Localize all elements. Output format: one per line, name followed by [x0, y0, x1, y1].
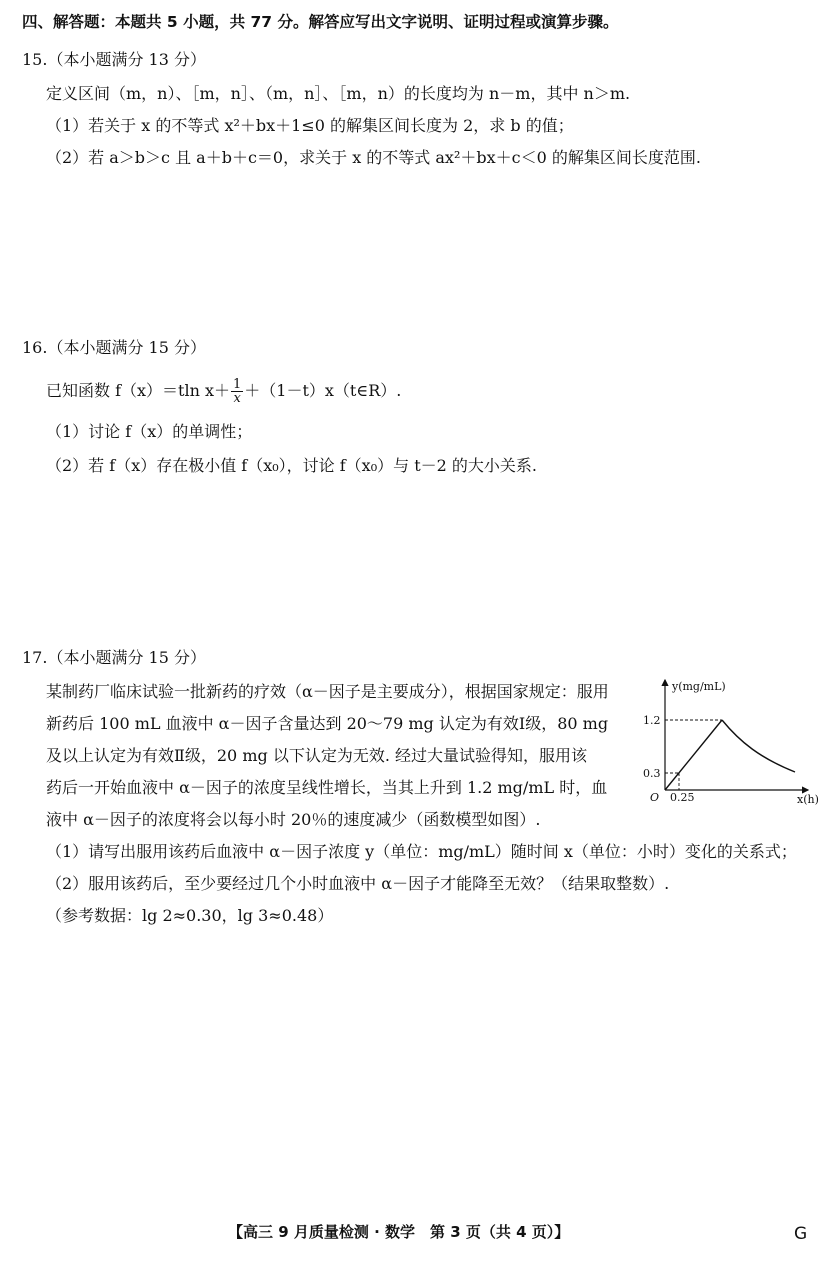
q16-title: 16.（本小题满分 15 分） — [22, 338, 206, 357]
page-footer: 【高三 9 月质量检测 · 数学 第 3 页（共 4 页）】 — [228, 1223, 570, 1241]
function-model-graph — [640, 676, 819, 806]
q17-line4: 药后一开始血液中 α－因子的浓度呈线性增长，当其上升到 1.2 mg/mL 时，血 — [46, 778, 608, 797]
q15-title: 15.（本小题满分 13 分） — [22, 50, 206, 69]
q17-line2: 新药后 100 mL 血液中 α－因子含量达到 20～79 mg 认定为有效Ⅰ级，80 mg — [46, 714, 609, 733]
fraction-numerator: 1 — [233, 377, 242, 392]
x-axis-label: x(h) — [797, 793, 819, 806]
q15-intro: 定义区间（m，n）、［m，n］、（m，n］、［m，n）的长度均为 n－m，其中 n＞m. — [46, 84, 631, 103]
y-tick-0.3: 0.3 — [643, 767, 661, 780]
q16-part2: （2）若 f（x）存在极小值 f（x₀），讨论 f（x₀）与 t－2 的大小关系. — [46, 456, 537, 475]
q17-line5: 液中 α－因子的浓度将会以每小时 20％的速度减少（函数模型如图）. — [46, 810, 541, 829]
q17-line1: 某制药厂临床试验一批新药的疗效（α－因子是主要成分），根据国家规定：服用 — [46, 682, 609, 701]
y-axis-label: y(mg/mL) — [672, 680, 726, 693]
corner-letter: G — [794, 1224, 808, 1244]
q15-part1: （1）若关于 x 的不等式 x²＋bx＋1≤0 的解集区间长度为 2，求 b 的值； — [46, 116, 574, 135]
q17-part1: （1）请写出服用该药后血液中 α－因子浓度 y（单位：mg/mL）随时间 x（单位：小时）变化的关系式； — [46, 842, 797, 861]
linear-increase-segment — [665, 720, 722, 790]
exponential-decay-curve — [722, 720, 795, 772]
q17-line3: 及以上认定为有效Ⅱ级，20 mg 以下认定为无效. 经过大量试验得知，服用该 — [46, 746, 587, 765]
y-tick-1.2: 1.2 — [643, 714, 661, 727]
section-heading: 四、解答题：本题共 5 小题，共 77 分。解答应写出文字说明、证明过程或演算步骤。 — [22, 13, 619, 31]
q15-part2: （2）若 a＞b＞c 且 a＋b＋c＝0，求关于 x 的不等式 ax²＋bx＋c＜0 的解集区间长度范围. — [46, 148, 701, 167]
q16-intro-pre: 已知函数 f（x）＝tln x＋ — [46, 381, 230, 400]
x-tick-0.25: 0.25 — [670, 791, 695, 804]
q16-fraction — [231, 378, 243, 405]
q17-part2: （2）服用该药后，至少要经过几个小时血液中 α－因子才能降至无效？（结果取整数）. — [46, 874, 670, 893]
origin-label: O — [650, 791, 660, 804]
q16-part1: （1）讨论 f（x）的单调性； — [46, 422, 253, 441]
fraction-denominator: x — [233, 391, 241, 406]
q16-intro — [46, 378, 401, 405]
q16-intro-post: ＋（1－t）x（t∈R）. — [244, 381, 402, 400]
q17-reference-data: （参考数据：lg 2≈0.30，lg 3≈0.48） — [46, 906, 334, 925]
q17-title: 17.（本小题满分 15 分） — [22, 648, 206, 667]
